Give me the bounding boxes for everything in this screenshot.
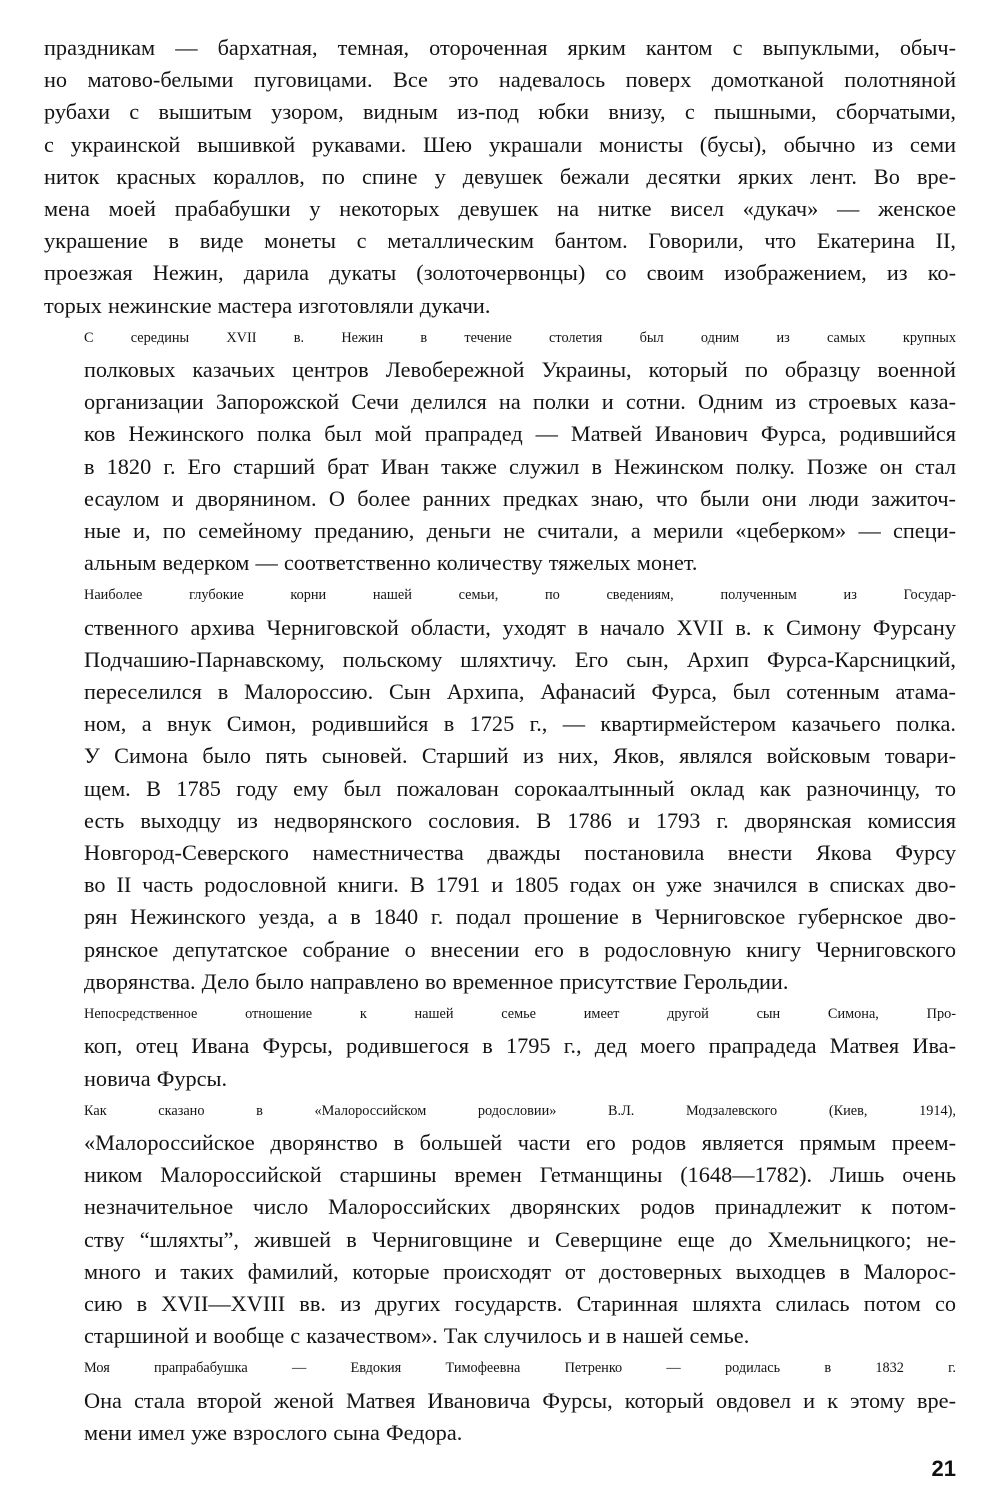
paragraph [44,32,956,322]
text-line: есть выходцу из недворянского сословия. В 1786 и 1793 г. дворянская комиссия [84,807,956,833]
text-line: «Малороссийское дворянство в большей части его родов является прямым преем- [84,1129,956,1155]
paragraph [44,579,956,998]
text-line: мени имел уже взрослого сына Федора. [84,1419,463,1445]
text-line: рянское депутатское собрание о внесении его в родословную книгу Черниговского [84,936,956,962]
text-line: рубахи с вышитым узором, видным из-под юбки внизу, с пышными, сборчатыми, [44,99,956,125]
text-line: ков Нежинского полка был мой прапрадед — Матвей Иванович Фурса, родившийся [84,421,956,447]
paragraph [44,322,956,580]
text-line: Подчашию-Парнавскому, польскому шляхтичу. Его сын, Архип Фурса-Карсницкий, [84,646,956,672]
paragraph [44,1352,956,1449]
text-line: но матово-белыми пуговицами. Все это надевалось поверх домотканой полотняной [44,67,956,93]
text-line: с украинской вышивкой рукавами. Шею украшали монисты (бусы), обычно из семи [44,131,956,157]
text-line: старшиной и вообще с казачеством». Так случилось и в нашей семье. [84,1323,750,1349]
text-line: коп, отец Ивана Фурсы, родившегося в 1795 г., дед моего прапрадеда Матвея Ива- [84,1033,956,1059]
text-line: Непосредственное отношение к нашей семье имеет другой сын Симона, Про- [84,1006,956,1023]
text-line: щем. В 1785 году ему был пожалован сорокаалтынный оклад как разночинцу, то [84,775,956,801]
text-line: Новгород-Северского наместничества дважды постановила внести Якова Фурсу [84,840,956,866]
text-line: украшение в виде монеты с металлическим бантом. Говорили, что Екатерина II, [44,228,956,254]
text-line: ниток красных кораллов, по спине у девушек бежали десятки ярких лент. Во вре- [44,163,956,189]
text-line: ственного архива Черниговской области, уходят в начало XVII в. к Симону Фурсану [84,614,956,640]
text-line: ном, а внук Симон, родившийся в 1725 г., — квартирмейстером казачьего полка. [84,711,956,737]
text-line: ные и, по семейному преданию, деньги не считали, а мерили «цеберком» — специ- [84,518,956,544]
text-line: ству “шляхты”, жившей в Черниговщине и Северщине еще до Хмельницкого; не- [84,1226,956,1252]
text-line: Она стала второй женой Матвея Ивановича Фурсы, который овдовел и к этому вре- [84,1387,956,1413]
text-line: переселился в Малороссию. Сын Архипа, Афанасий Фурса, был сотенным атама- [84,679,956,705]
text-line: Моя прапрабабушка — Евдокия Тимофеевна Петренко — родилась в 1832 г. [84,1360,956,1377]
text-line: дворянства. Дело было направлено во временное присутствие Герольдии. [84,968,789,994]
text-line: есаулом и дворянином. О более ранних предках знаю, что были они люди зажиточ- [84,485,956,511]
text-line: полковых казачьих центров Левобережной Украины, который по образцу военной [84,357,956,383]
text-line: проезжая Нежин, дарила дукаты (золоточервонцы) со своим изображением, из ко- [44,260,956,286]
text-line: незначительное число Малороссийских дворянских родов принадлежит к потом- [84,1194,956,1220]
text-line: мена моей прабабушки у некоторых девушек на нитке висел «дукач» — женское [44,196,956,222]
paragraph [44,1095,956,1353]
text-line: праздникам — бархатная, темная, отороченная ярким кантом с выпуклыми, обыч- [44,35,956,60]
text-line: Как сказано в «Малороссийском родословии» В.Л. Модзалевского (Киев, 1914), [84,1102,956,1119]
text-line: много и таких фамилий, которые происходят от достоверных выходцев в Малорос- [84,1258,956,1284]
text-line: торых нежинские мастера изготовляли дукачи. [44,292,491,318]
text-line: С середины XVII в. Нежин в течение столетия был одним из самых крупных [84,329,956,346]
text-line: организации Запорожской Сечи делился на полки и сотни. Одним из строевых каза- [84,389,956,415]
text-line: новича Фурсы. [84,1065,228,1091]
paragraph [44,998,956,1095]
text-line: альным ведерком — соответственно количеству тяжелых монет. [84,550,698,576]
page-body [44,32,956,1449]
text-line: Наиболее глубокие корни нашей семьи, по сведениям, полученным из Государ- [84,587,956,604]
text-line: во II часть родословной книги. В 1791 и 1805 годах он уже значился в списках дво- [84,872,956,898]
text-line: сию в XVII—XVIII вв. из других государств. Старинная шляхта слилась потом со [84,1290,956,1316]
text-line: рян Нежинского уезда, а в 1840 г. подал прошение в Черниговское губернское дво- [84,904,956,930]
text-line: У Симона было пять сыновей. Старший из них, Яков, являлся войсковым товари- [84,743,956,769]
text-line: в 1820 г. Его старший брат Иван также служил в Нежинском полку. Позже он стал [84,453,956,479]
text-line: ником Малороссийской старшины времен Гетманщины (1648—1782). Лишь очень [84,1162,956,1188]
page-number: 21 [931,1456,956,1481]
